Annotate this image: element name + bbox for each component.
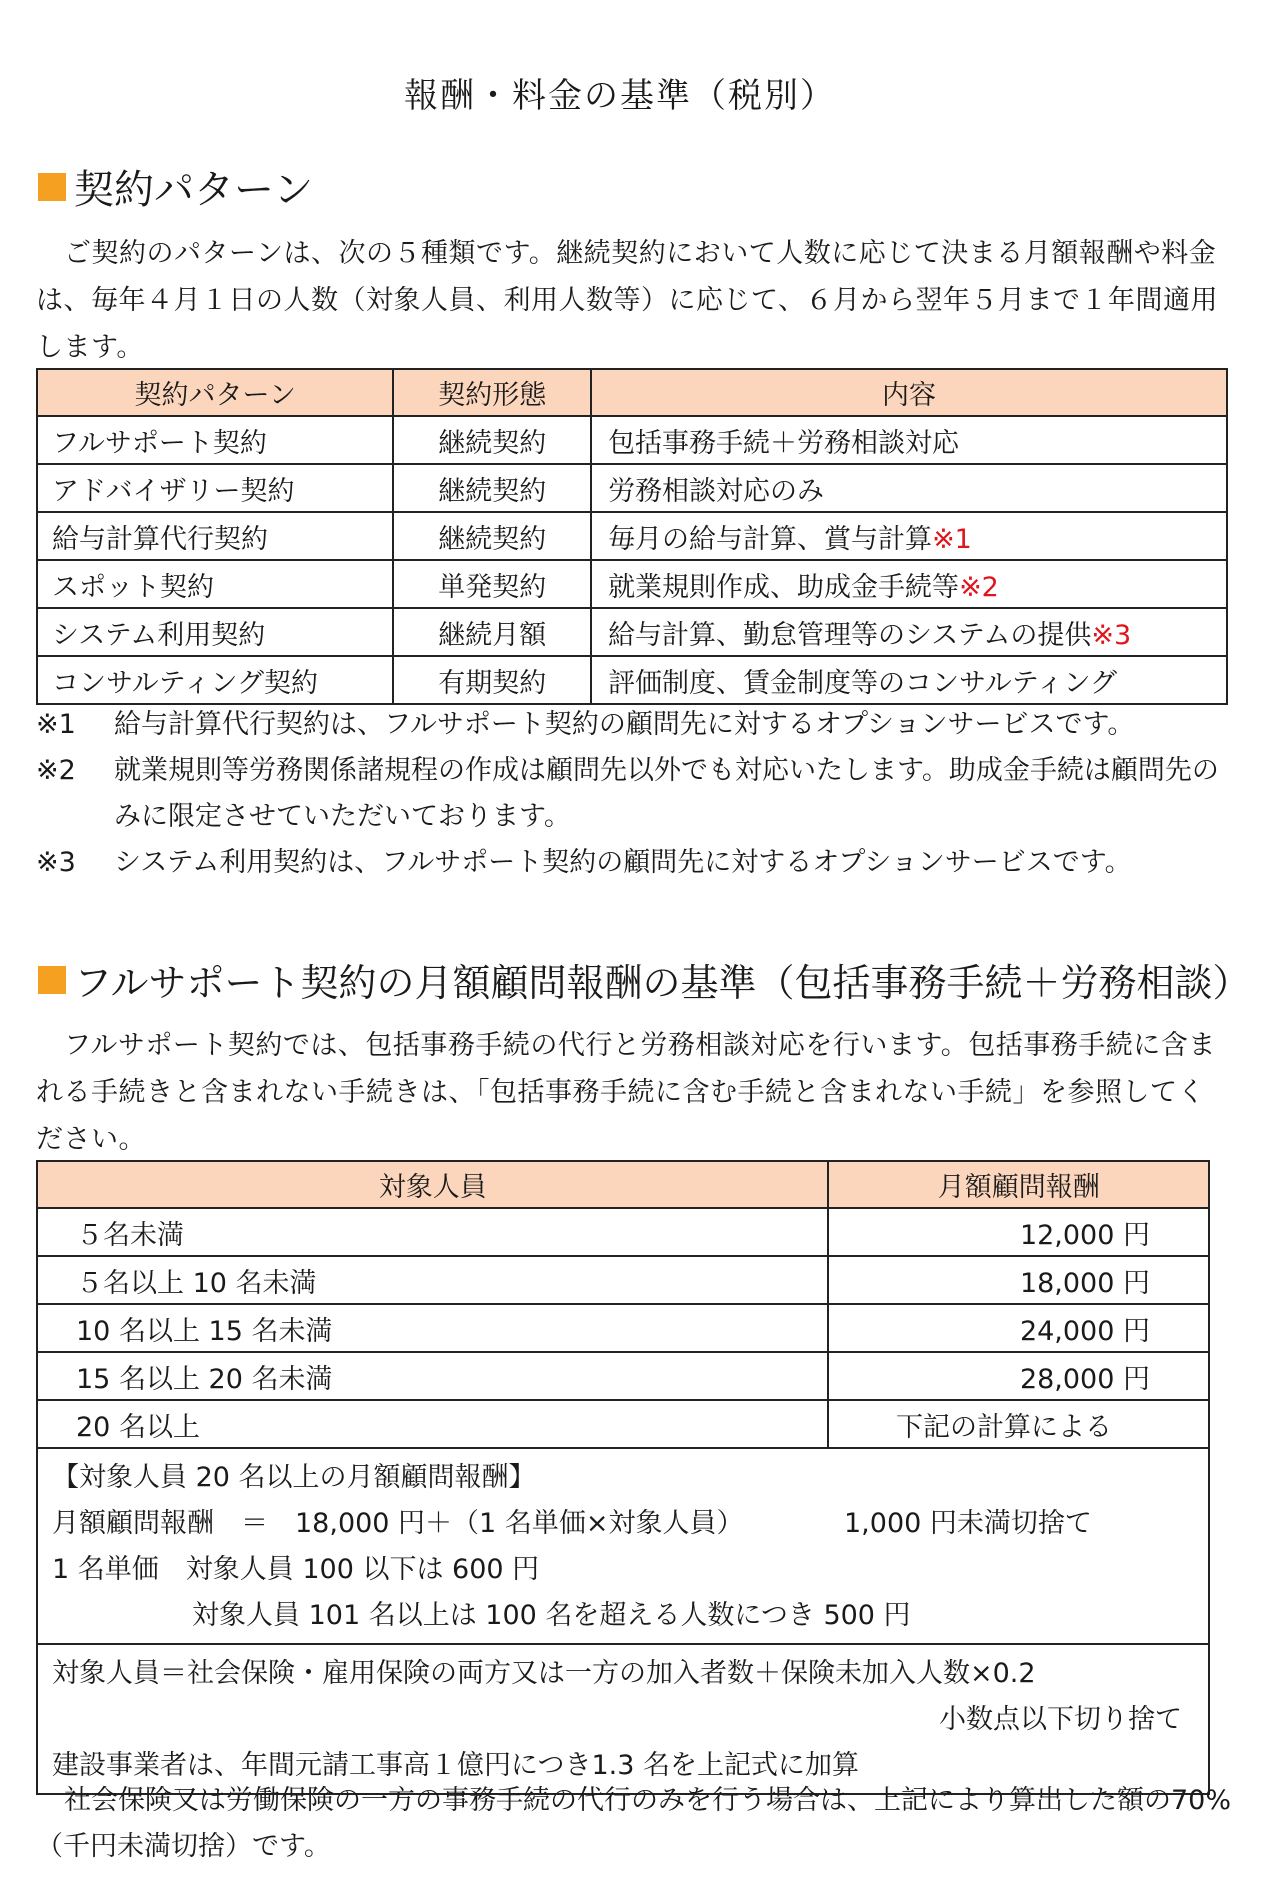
content-cell <box>591 656 1227 704</box>
pattern-cell: スポット契約 <box>37 560 393 608</box>
content-cell <box>591 608 1227 656</box>
notes-list <box>36 702 1236 886</box>
table-header-row <box>37 1161 1209 1208</box>
pattern-cell: システム利用契約 <box>37 608 393 656</box>
headcount-cell: 15 名以上 20 名未満 <box>37 1352 828 1400</box>
content-text: 包括事務手続＋労務相談対応 <box>608 427 960 459</box>
content-text: 労務相談対応のみ <box>608 475 825 507</box>
fee-cell: 28,000 円 <box>828 1352 1209 1400</box>
form-cell: 有期契約 <box>393 656 591 704</box>
table-header-row <box>37 369 1227 416</box>
rounding-note: 小数点以下切り捨て <box>939 1704 1182 1735</box>
monthly-fee-table <box>36 1160 1210 1795</box>
content-text: 就業規則作成、助成金手続等 <box>608 571 960 603</box>
footer-note <box>36 1778 1236 1870</box>
form-cell: 継続契約 <box>393 512 591 560</box>
section2-intro-text: フルサポート契約では、包括事務手続の代行と労務相談対応を行います。包括事務手続に含まれる手続きと含まれない手続きは、「包括事務手続に含む手続と含まれない手続」を参照してください。 <box>36 1030 1216 1155</box>
note-item <box>36 702 1236 748</box>
header-monthly-fee: 月額顧問報酬 <box>828 1161 1209 1208</box>
note-item <box>36 840 1236 886</box>
fee-cell: 18,000 円 <box>828 1256 1209 1304</box>
section2-intro <box>36 1022 1226 1163</box>
section-heading-text: 契約パターン <box>74 167 314 213</box>
section-heading-full-support-fee <box>38 952 1250 1007</box>
table-row <box>37 1208 1209 1256</box>
table-row <box>37 464 1227 512</box>
note-text: 就業規則等労務関係諸規程の作成は顧問先以外でも対応いたします。助成金手続は顧問先のみに限定させていただいております。 <box>114 755 1219 832</box>
formula-heading: 【対象人員 20 名以上の月額顧問報酬】 <box>52 1462 536 1493</box>
pattern-cell: コンサルティング契約 <box>37 656 393 704</box>
content-cell <box>591 416 1227 464</box>
square-bullet-icon <box>38 173 66 201</box>
table-row <box>37 416 1227 464</box>
note-mark: ※1 <box>932 523 972 555</box>
contract-pattern-table <box>36 368 1228 705</box>
definition-row <box>37 1644 1209 1794</box>
table-row <box>37 1256 1209 1304</box>
headcount-cell: ５名以上 10 名未満 <box>37 1256 828 1304</box>
table-row <box>37 1352 1209 1400</box>
content-cell <box>591 560 1227 608</box>
pattern-cell: 給与計算代行契約 <box>37 512 393 560</box>
header-headcount: 対象人員 <box>37 1161 828 1208</box>
header-form: 契約形態 <box>393 369 591 416</box>
note-mark: ※1 <box>36 709 76 740</box>
page-title: 報酬・料金の基準（税別） <box>404 76 836 116</box>
fee-cell: 12,000 円 <box>828 1208 1209 1256</box>
table-row <box>37 1400 1209 1448</box>
table-row <box>37 560 1227 608</box>
section-heading-contract-patterns <box>38 158 313 215</box>
construction-note: 建設事業者は、年間元請工事高１億円につき1.3 名を上記式に加算 <box>52 1750 859 1781</box>
formula-rounding: 1,000 円未満切捨て <box>844 1508 1092 1539</box>
note-text: システム利用契約は、フルサポート契約の顧問先に対するオプションサービスです。 <box>114 847 1132 878</box>
header-pattern: 契約パターン <box>37 369 393 416</box>
note-mark: ※2 <box>36 755 76 786</box>
formula-block <box>37 1448 1209 1644</box>
unit-price-line-2: 対象人員 101 名以上は 100 名を超える人数につき 500 円 <box>192 1600 911 1631</box>
form-cell: 継続契約 <box>393 464 591 512</box>
footer-note-text: 社会保険又は労働保険の一方の事務手続の代行のみを行う場合は、上記により算出した額の70%（千円未満切捨）です。 <box>36 1785 1232 1862</box>
note-mark: ※3 <box>36 847 76 878</box>
note-text: 給与計算代行契約は、フルサポート契約の顧問先に対するオプションサービスです。 <box>114 709 1135 740</box>
content-cell <box>591 464 1227 512</box>
content-text: 毎月の給与計算、賞与計算 <box>608 523 933 555</box>
fee-cell: 24,000 円 <box>828 1304 1209 1352</box>
fee-cell: 下記の計算による <box>828 1400 1209 1448</box>
table-row <box>37 656 1227 704</box>
table-row <box>37 608 1227 656</box>
content-cell <box>591 512 1227 560</box>
section1-intro-text: ご契約のパターンは、次の５種類です。継続契約において人数に応じて決まる月額報酬や料金は、毎年４月１日の人数（対象人員、利用人数等）に応じて、６月から翌年５月まで１年間適用します。 <box>36 238 1218 363</box>
headcount-definition: 対象人員＝社会保険・雇用保険の両方又は一方の加入者数＋保険未加入人数×0.2 <box>52 1658 1036 1689</box>
content-text: 給与計算、勤怠管理等のシステムの提供 <box>608 619 1092 651</box>
section-heading-text: フルサポート契約の月額顧問報酬の基準（包括事務手続＋労務相談） <box>74 961 1251 1005</box>
unit-price-line: 1 名単価 対象人員 100 以下は 600 円 <box>52 1554 540 1585</box>
table-row <box>37 512 1227 560</box>
headcount-cell: ５名未満 <box>37 1208 828 1256</box>
headcount-cell: 10 名以上 15 名未満 <box>37 1304 828 1352</box>
note-mark: ※2 <box>959 571 999 603</box>
formula-row <box>37 1448 1209 1644</box>
square-bullet-icon <box>38 966 66 994</box>
note-mark: ※3 <box>1091 619 1132 651</box>
definition-block <box>37 1644 1209 1794</box>
content-text: 評価制度、賃金制度等のコンサルティング <box>608 667 1118 699</box>
form-cell: 継続契約 <box>393 416 591 464</box>
pattern-cell: アドバイザリー契約 <box>37 464 393 512</box>
table-row <box>37 1304 1209 1352</box>
form-cell: 単発契約 <box>393 560 591 608</box>
note-item <box>36 748 1236 840</box>
formula-line <box>52 1501 1194 1547</box>
header-content: 内容 <box>591 369 1227 416</box>
formula-main: 月額顧問報酬 ＝ 18,000 円＋（1 名単価×対象人員） <box>52 1508 744 1539</box>
headcount-cell: 20 名以上 <box>37 1400 828 1448</box>
section1-intro <box>36 230 1226 371</box>
pattern-cell: フルサポート契約 <box>37 416 393 464</box>
form-cell: 継続月額 <box>393 608 591 656</box>
